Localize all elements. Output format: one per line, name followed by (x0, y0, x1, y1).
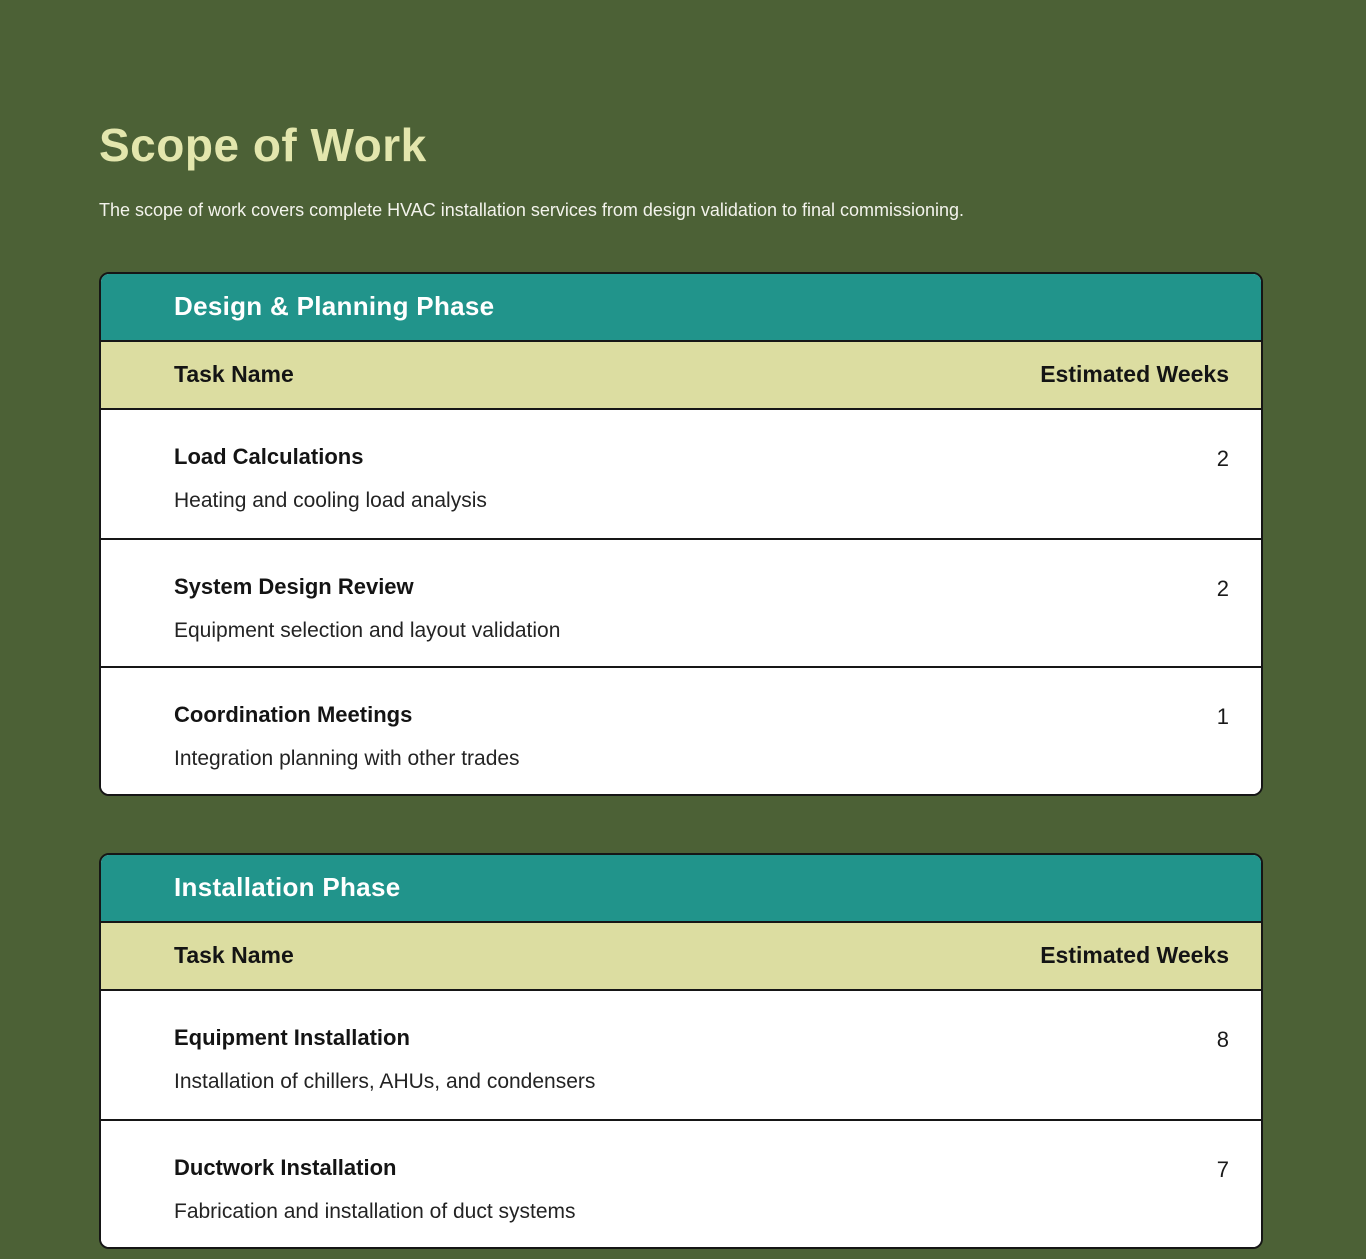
task-name: Coordination Meetings (174, 701, 413, 727)
table-row (101, 1119, 1261, 1247)
phase-header (101, 274, 1261, 342)
task-description: Heating and cooling load analysis (174, 489, 487, 513)
column-header-row (101, 923, 1261, 991)
task-description: Equipment selection and layout validation (174, 619, 561, 643)
column-header-row (101, 342, 1261, 410)
task-name: System Design Review (174, 573, 414, 599)
phase-card-installation (99, 853, 1263, 1249)
phase-card-design-planning (99, 272, 1263, 796)
task-description: Fabrication and installation of duct systems (174, 1200, 576, 1224)
column-header-weeks: Estimated Weeks (1040, 942, 1229, 969)
column-header-weeks: Estimated Weeks (1040, 361, 1229, 388)
table-row (101, 666, 1261, 794)
column-header-task: Task Name (174, 361, 294, 388)
column-header-task: Task Name (174, 942, 294, 969)
task-weeks: 2 (1216, 575, 1229, 601)
task-name: Equipment Installation (174, 1024, 410, 1050)
task-description: Integration planning with other trades (174, 747, 520, 771)
task-cell (174, 444, 487, 514)
task-weeks: 1 (1216, 703, 1229, 729)
page-subtitle: The scope of work covers complete HVAC installation services from design validation to final commissioning. (99, 199, 965, 220)
task-cell (174, 1155, 576, 1225)
task-description: Installation of chillers, AHUs, and condensers (174, 1070, 596, 1094)
task-cell (174, 1025, 595, 1095)
task-weeks: 7 (1216, 1156, 1229, 1182)
table-row (101, 991, 1261, 1119)
table-row (101, 538, 1261, 666)
table-row (101, 410, 1261, 538)
task-name: Load Calculations (174, 443, 364, 469)
task-cell (174, 702, 520, 772)
task-cell (174, 574, 560, 644)
page-title: Scope of Work (99, 119, 427, 171)
task-name: Ductwork Installation (174, 1154, 397, 1180)
phase-header (101, 855, 1261, 923)
phase-title: Design & Planning Phase (174, 291, 495, 322)
task-weeks: 8 (1216, 1026, 1229, 1052)
phase-title: Installation Phase (174, 872, 401, 903)
task-weeks: 2 (1216, 445, 1229, 471)
